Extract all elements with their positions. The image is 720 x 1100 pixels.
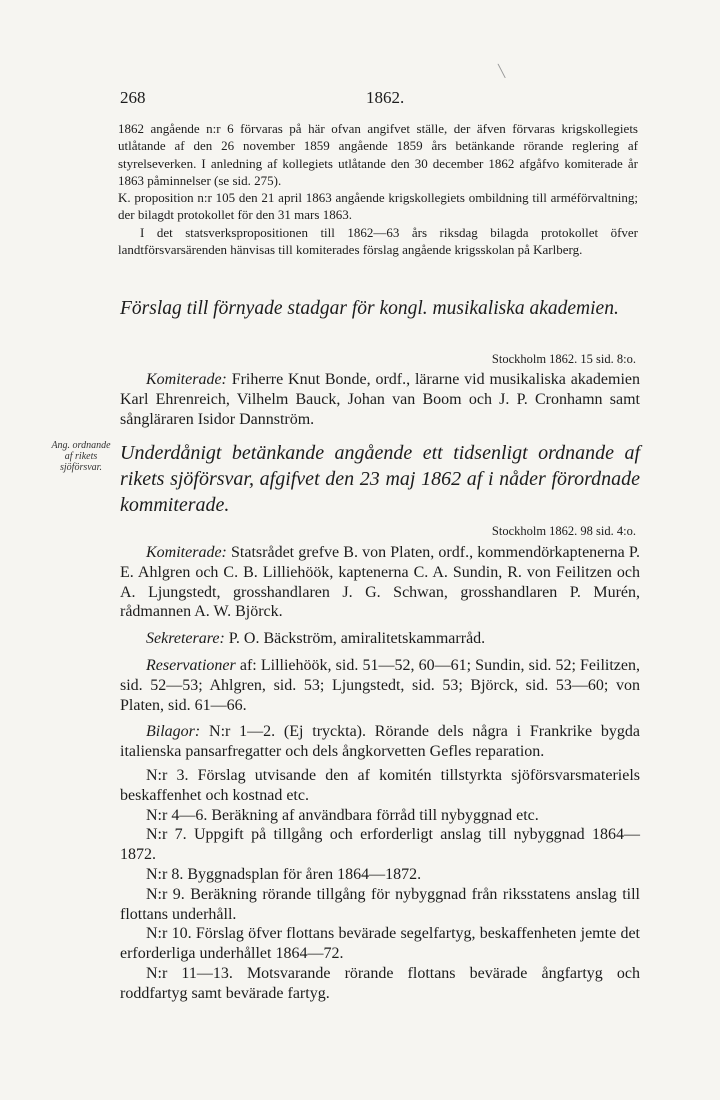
scan-mark: ╲ <box>498 64 506 78</box>
reservations-label: Reservationer <box>146 656 236 674</box>
appendices-label: Bilagor: <box>146 723 201 741</box>
section-title: Underdånigt betänkande angående ett tidsenligt ordnande af rikets sjöförsvar, afgifvet den 23 maj 1862 af i nåder förordnade kommiterade. <box>120 442 640 516</box>
reservations-text: af: Lilliehöök, sid. 51—52, 60—61; Sundin, sid. 52; Feilitzen, sid. 52—53; Ahlgren, sid. 53; Ljungstedt, sid. 53; Björck, sid. 53—60; von Platen, sid. 61—66. <box>120 656 640 714</box>
margin-note: Ang. ordnande af rikets sjöförsvar. <box>51 440 111 473</box>
committee-label: Komiterade: <box>146 544 227 561</box>
committee-block <box>120 370 640 429</box>
secretary-label: Sekreterare: <box>146 630 225 648</box>
appendix-item: N:r 3. Förslag utvisande den af komitén tillstyrkta sjöförsvarsmateriels beskaffenhet och kostnad etc. <box>120 766 640 804</box>
running-header-year: 1862. <box>366 88 405 107</box>
committee-text: Friherre Knut Bonde, ordf., lärarne vid musikaliska akademien Karl Ehrenreich, Vilhelm Bauck, Johan van Boom och J. P. Cronhamn samt sångläraren Isidor Dannström. <box>120 371 640 428</box>
page-number: 268 <box>120 88 146 107</box>
committee-label: Komiterade: <box>146 371 227 388</box>
publication-meta: Stockholm 1862. 98 sid. 4:o. <box>491 524 636 538</box>
appendix-item: N:r 8. Byggnadsplan för åren 1864—1872. <box>146 865 422 883</box>
intro-paragraph: I det statsverkspropositionen till 1862—63 års riksdag bilagda protokollet öfver landtförsvarsärenden hänvisas till komiterades förslag angående krigsskolan på Karlberg. <box>118 224 638 258</box>
intro-paragraph: 1862 angående n:r 6 förvaras på här ofvan angifvet ställe, der äfven förvaras krigskollegiets utlåtande af den 26 november 1859 angående 1859 års betänkande rörande reglering af styrelseverken. I anledning af kollegiets utlåtande den 30 december 1862 afgåfvo komiterade år 1863 påminnelser (se sid. 275). <box>118 121 638 188</box>
appendices-text: N:r 1—2. (Ej tryckta). Rörande dels några i Frankrike bygda italienska pansarfregatter och dels ångkorvetten Gefles reparation. <box>120 723 640 761</box>
appendix-item: N:r 10. Förslag öfver flottans bevärade segelfartyg, beskaffenheten jemte det erforderliga underhållet 1864—72. <box>120 925 640 963</box>
appendix-item: N:r 7. Uppgift på tillgång och erforderligt anslag till nybyggnad 1864—1872. <box>120 826 640 864</box>
publication-meta: Stockholm 1862. 15 sid. 8:o. <box>491 352 636 366</box>
appendix-item: N:r 9. Beräkning rörande tillgång för nybyggnad från riksstatens anslag till flottans underhåll. <box>120 885 640 923</box>
committee-text: Statsrådet grefve B. von Platen, ordf., kommendörkaptenerna P. E. Ahlgren och C. B. Lilliehöök, kaptenerna C. A. Sundin, R. von Feilitzen och A. Ljungstedt, grosshandlaren J. G. Schwan, grosshandlaren P. Murén, rådmannen A. W. Björck. <box>120 544 640 621</box>
section-title: Förslag till förnyade stadgar för kongl. musikaliska akademien. <box>120 298 619 319</box>
secretary-text: P. O. Bäckström, amiralitetskammarråd. <box>224 630 486 648</box>
appendix-item: N:r 4—6. Beräkning af användbara förråd till nybyggnad etc. <box>146 806 539 824</box>
appendix-item: N:r 11—13. Motsvarande rörande flottans bevärade ångfartyg och roddfartyg samt bevärade fartyg. <box>120 964 640 1002</box>
section-body <box>120 543 640 1004</box>
intro-block <box>118 120 638 258</box>
intro-paragraph: K. proposition n:r 105 den 21 april 1863 angående krigskollegiets ombildning till arméförvaltning; der bilagdt protokollet för den 31 mars 1863. <box>118 190 638 223</box>
